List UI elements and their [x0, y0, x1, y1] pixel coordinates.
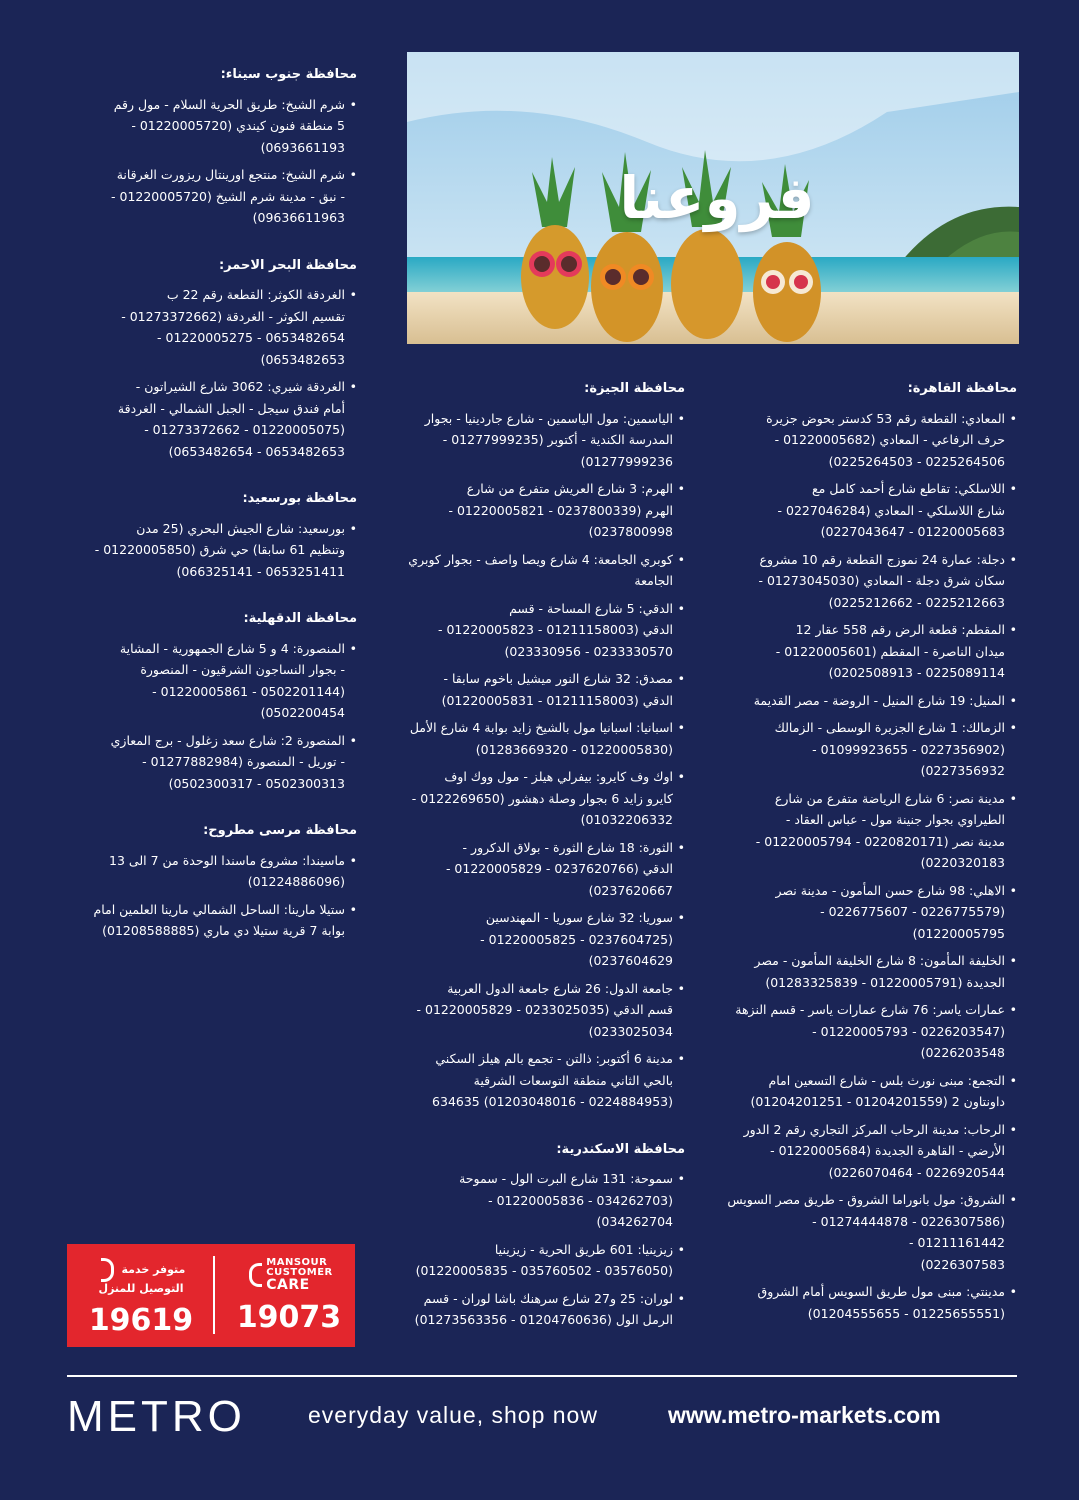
governorate-title: محافظة بورسعيد: — [242, 491, 357, 506]
branch-line: 034262704) — [596, 1214, 673, 1229]
governorate-title: محافظة البحر الاحمر: — [218, 257, 357, 273]
governorate-section — [385, 378, 685, 1113]
branch-line: 0226920544 - 0226070464) — [828, 1164, 1005, 1180]
branch-line: الجامعة — [634, 573, 673, 588]
governorate-title: محافظة الدقهلية: — [243, 611, 357, 626]
branch-line: • الثورة: 18 شارع الثورة - بولاق الدكرور - — [385, 837, 685, 859]
branch-line: 0502300313 - 0502300317) — [168, 775, 345, 791]
branch-item — [385, 549, 685, 592]
branch-line: كايرو زايد 6 بجوار وصلة دهشور (0122269650 - — [411, 790, 673, 806]
branch-line: • سوريا: 32 شارع سوريا - المهندسين — [385, 907, 685, 929]
branch-line: • اللاسلكي: تقاطع شارع أحمد كامل مع — [725, 478, 1017, 500]
branch-item — [385, 1288, 685, 1331]
branch-line: (01225655551 - 01204555655) — [807, 1305, 1005, 1321]
branch-line: 0237800998) — [588, 524, 673, 539]
branch-line: • الهرم: 3 شارع العريش متفرع من شارع — [385, 478, 685, 500]
branch-line: الرمل الول (01204760636 - 01273563356) — [414, 1312, 673, 1327]
branch-item — [62, 730, 357, 795]
branch-line: وتنظيم 61 سابقا) حي شرق (01220005850 - — [94, 542, 345, 557]
branch-item — [385, 837, 685, 902]
branch-item — [62, 850, 357, 893]
branch-line: مدينة نصر (0220820171 - 01220005794 - — [755, 833, 1005, 849]
branch-item — [385, 1048, 685, 1113]
branch-item — [62, 164, 357, 229]
branch-item — [62, 284, 357, 370]
phone-icon — [101, 1258, 114, 1282]
branch-line: • المنصورة: 4 و 5 شارع الجمهورية - المشاية — [62, 638, 357, 660]
governorate-title: محافظة الجيزة: — [584, 381, 685, 396]
branch-item — [725, 619, 1017, 684]
branch-line: • ماسيندا: مشروع ماسندا الوحدة من 7 الى 13 — [62, 850, 357, 872]
branch-line: • اوك وف كايرو: بيفرلي هيلز - مول ووك اوف — [385, 766, 685, 788]
branch-line: 0227356932) — [920, 763, 1005, 778]
branch-line: • المعادي: القطعة رقم 53 كدستر بحوض جزيرة — [725, 408, 1017, 430]
branch-line: • اسبانيا: اسبانيا مول بالشيخ زايد بوابة 4 شارع الأمل — [385, 717, 685, 739]
branch-line: 09636611963) — [252, 210, 345, 225]
branch-item — [62, 518, 357, 583]
branch-line: (0226307586 - 01274444878 - 01211161442 - — [812, 1213, 1005, 1250]
branch-line: 0226307583) — [920, 1256, 1005, 1272]
care-brand-line-3: CARE — [266, 1277, 310, 1293]
branches-column-right — [725, 378, 1017, 1350]
branch-line: داونتاون 2 (01204201559 - 01204201251) — [750, 1094, 1005, 1109]
branch-line: • الرحاب: مدينة الرحاب المركز التجاري رقم 2 الدور — [725, 1119, 1017, 1141]
governorate-title: محافظة القاهرة: — [907, 381, 1017, 396]
branch-item — [385, 1239, 685, 1282]
branch-line: 0233025034) — [588, 1023, 673, 1039]
branch-line: الدقي (01211158003 - 01220005823 - — [437, 622, 673, 637]
branch-line: • المنصورة 2: شارع سعد زغلول - برج المعازي — [62, 730, 357, 752]
governorate-section — [62, 608, 357, 794]
branch-line: الطيراوي بجوار جنينة مول - عباس العقاد - — [785, 812, 1005, 827]
care-divider — [213, 1256, 215, 1334]
governorate-title: محافظة جنوب سيناء: — [220, 67, 357, 82]
branch-item — [385, 598, 685, 663]
branch-line: • عمارات ياسر: 76 شارع عمارات ياسر - قسم النزهة — [725, 999, 1017, 1021]
delivery-hotline — [71, 1258, 211, 1341]
branch-line: بوابة 7 قرية ستيلا دي ماري (01208588885) — [102, 923, 345, 938]
customer-care-box — [67, 1244, 355, 1347]
branch-line: (0227356902 - 01099923655 - — [812, 741, 1005, 757]
governorate-section — [725, 378, 1017, 1324]
branch-line: • المقطم: قطعة الرض رقم 558 عقار 12 — [725, 619, 1017, 641]
governorate-section — [62, 255, 357, 463]
branch-line: 0502200454) — [260, 705, 345, 720]
branch-line: • الدقي: 5 شارع المساحة - قسم — [385, 598, 685, 620]
branch-line: • المنيل: 19 شارع المنيل - الروضة - مصر القديمة — [725, 690, 1017, 712]
branch-line: 0237604629) — [588, 953, 673, 968]
branch-line: (0224884953 - 01203048016) 634635 — [432, 1094, 673, 1109]
branch-line: 0653251411 - 066325141) — [176, 563, 345, 579]
branch-line: • شرم الشيخ: طريق الحرية السلام - مول رقم — [62, 94, 357, 116]
branch-line: 0226203548) — [920, 1045, 1005, 1060]
branch-line: • مدينة نصر: 6 شارع الرياضة متفرع من شارع — [725, 788, 1017, 810]
care-number: 19073 — [236, 1300, 342, 1335]
branch-line: • دجلة: عمارة 24 نموزج القطعة رقم 10 مشروع — [725, 549, 1017, 571]
branch-line: • الشروق: مول بانوراما الشروق - طريق مصر السويس — [725, 1189, 1017, 1211]
care-brand-line-2: CUSTOMER — [266, 1267, 333, 1278]
branch-line: (0226203547 - 01220005793 - — [812, 1023, 1005, 1039]
branch-line: (01220005830 - 01283669320) — [475, 741, 673, 757]
branch-line: • لوران: 25 و27 شارع سرهنك باشا لوران - قسم — [385, 1288, 685, 1310]
branch-line: - بجوار النساجون الشرقيون - المنصورة — [140, 662, 345, 677]
branch-line: • الزمالك: 1 شارع الجزيرة الوسطى - الزمالك — [725, 717, 1017, 739]
branch-item — [725, 880, 1017, 945]
branch-line: • سموحة: 131 شارع البرت الول - سموحة — [385, 1168, 685, 1190]
governorate-section — [62, 820, 357, 942]
branch-line: 0653482653) — [260, 351, 345, 367]
hero-image — [407, 52, 1019, 344]
branch-item — [725, 1119, 1017, 1184]
branch-line: سكان شرق دجلة - المعادي (01273045030 - — [758, 573, 1005, 588]
hero-title: فروعنا — [619, 164, 815, 232]
phone-icon — [249, 1263, 262, 1287]
footer-divider — [67, 1375, 1017, 1377]
branch-line: (01224886096) — [247, 874, 345, 889]
branch-item — [385, 978, 685, 1043]
branch-line: 0653482654 - 01220005275 - — [157, 330, 345, 345]
branch-line: • مصدق: 32 شارع النور ميشيل باخوم سابقا - — [385, 668, 685, 690]
branch-line: • الغردقة شيري: 3062 شارع الشيراتون - — [62, 376, 357, 398]
branch-line: الدقي (0237620766 - 01220005829 - — [445, 861, 673, 876]
governorate-title: محافظة مرسى مطروح: — [203, 823, 357, 838]
branch-item — [62, 94, 357, 159]
branch-line: بالحي الثاني منطقة التوسعات الشرقية — [473, 1072, 673, 1088]
branch-line: 0237620667) — [588, 882, 673, 898]
branch-item — [725, 1070, 1017, 1113]
branch-item — [385, 907, 685, 972]
metro-logo: METRO — [67, 1392, 246, 1441]
branch-line: الهرم (0237800339 - 01220005821 - — [448, 502, 673, 518]
governorate-title: محافظة الاسكندرية: — [556, 1141, 685, 1157]
branch-item — [725, 408, 1017, 473]
branch-line: شارع اللاسلكي - المعادي (0227046284 - — [777, 502, 1005, 518]
branch-item — [62, 638, 357, 724]
branch-item — [725, 950, 1017, 993]
governorate-section — [62, 488, 357, 582]
branch-line: 0233330570 - 023330956) — [504, 643, 673, 659]
branch-item — [725, 717, 1017, 782]
branch-line: المدرسة الكندية - أكتوبر (01277999235 - — [442, 432, 673, 447]
branch-item — [725, 1189, 1017, 1275]
care-brand-line-1: MANSOUR — [266, 1257, 328, 1268]
branch-line: ميدان الناصرة - المقطم (01220005601 - — [775, 643, 1005, 659]
branch-line: (03576050 - 035760502 - 01220005835) — [415, 1263, 673, 1278]
branch-line: • الغردقة الكوثر: القطعة رقم 22 ب — [62, 284, 357, 306]
branch-line: 0225212663 - 0225212662) — [828, 594, 1005, 610]
branch-line: 0225264506 - 0225264503) — [828, 453, 1005, 469]
branch-item — [385, 478, 685, 543]
branch-line: تقسيم الكوثر - الغردقة (01273372662 - — [121, 308, 345, 324]
branch-item — [725, 1281, 1017, 1324]
branch-item — [725, 788, 1017, 874]
branches-column-middle — [385, 378, 685, 1357]
branch-line: الدقي (01211158003 - 01220005831) — [441, 692, 673, 708]
branch-line: • ستيلا مارينا: الساحل الشمالي مارينا العلمين امام — [62, 899, 357, 921]
branch-item — [725, 549, 1017, 614]
branch-line: 0693661193) — [260, 139, 345, 155]
branch-line: (034262703 - 01220005836 - — [488, 1192, 673, 1208]
branch-line: الأرضي - القاهرة الجديدة (01220005684 - — [770, 1143, 1005, 1158]
branch-item — [385, 668, 685, 711]
branch-line: (0237604725 - 01220005825 - — [480, 931, 673, 947]
branch-line: 0220320183) — [920, 855, 1005, 870]
delivery-label: متوفر خدمة التوصيل للمنزل — [71, 1258, 211, 1295]
branch-line: 01032206332) — [580, 812, 673, 827]
branch-item — [385, 766, 685, 831]
branch-line: • الخليفة المأمون: 8 شارع الخليفة المأمون - مصر — [725, 950, 1017, 972]
branch-item — [385, 408, 685, 473]
branch-item — [725, 478, 1017, 543]
branch-line: • مدينة 6 أكتوبر: ذالتن - تجمع بالم هيلز السكني — [385, 1048, 685, 1070]
governorate-section — [385, 1139, 685, 1331]
governorate-section — [62, 64, 357, 229]
tagline: everyday value, shop now — [308, 1402, 598, 1428]
branch-line: حرف الرفاعي - المعادي (01220005682 - — [774, 432, 1005, 447]
branches-column-left — [62, 64, 357, 968]
branch-item — [62, 899, 357, 942]
branch-line: - توريل - المنصورة (01277882984 - — [142, 754, 345, 769]
branch-item — [385, 1168, 685, 1233]
branch-item — [725, 690, 1017, 712]
branch-line: • كوبري الجامعة: 4 شارع ويصا واصف - بجوار كوبري — [385, 549, 685, 571]
branch-line: (01220005075 - 01273372662 - — [144, 422, 345, 437]
branch-line: • زيزينيا: 601 طريق الحرية - زيزينيا — [385, 1239, 685, 1261]
branch-line: 0225089114 - 0202508913) — [828, 665, 1005, 680]
branch-line: • الياسمين: مول الياسمين - شارع جاردينيا - بجوار — [385, 408, 685, 430]
branch-line: • شرم الشيخ: منتجع اورينتال ريزورت الغرقانة — [62, 164, 357, 186]
branch-line: (0502201144 - 01220005861 - — [152, 683, 345, 699]
branch-line: • الاهلي: 98 شارع حسن المأمون - مدينة نصر — [725, 880, 1017, 902]
branch-line: 5 منطقة فنون كيندي (01220005720 - — [131, 118, 345, 133]
customer-care-hotline — [219, 1258, 359, 1338]
branch-item — [725, 999, 1017, 1064]
branch-line: (0226775579 - 0226775607 - 01220005795) — [820, 904, 1005, 941]
branch-line: • التجمع: مبنى نورث بلس - شارع التسعين امام — [725, 1070, 1017, 1092]
branch-line: - نبق - مدينة شرم الشيخ (01220005720 - — [111, 188, 345, 204]
branch-line: • بورسعيد: شارع الجيش البحري (25 مدن — [62, 518, 357, 540]
branch-line: قسم الدقي (0233025035 - 01220005829 - — [416, 1002, 673, 1017]
branch-line: أمام فندق سيجل - الجبل الشمالي - الغردقة — [117, 400, 345, 416]
branch-line: 01220005683 - 0227043647) — [820, 524, 1005, 539]
branch-line: الجديدة (01220005791 - 01283325839) — [765, 974, 1005, 990]
branch-line: 01277999236) — [580, 453, 673, 469]
delivery-number: 19619 — [88, 1303, 194, 1338]
branch-item — [385, 717, 685, 760]
branch-line: • مدينتي: مبنى مول طريق السويس أمام الشروق — [725, 1281, 1017, 1303]
branch-line: • جامعة الدول: 26 شارع جامعة الدول العربية — [385, 978, 685, 1000]
website-link[interactable]: www.metro-markets.com — [668, 1402, 941, 1428]
branch-item — [62, 376, 357, 462]
branch-line: 0653482653 - 0653482654) — [168, 443, 345, 459]
